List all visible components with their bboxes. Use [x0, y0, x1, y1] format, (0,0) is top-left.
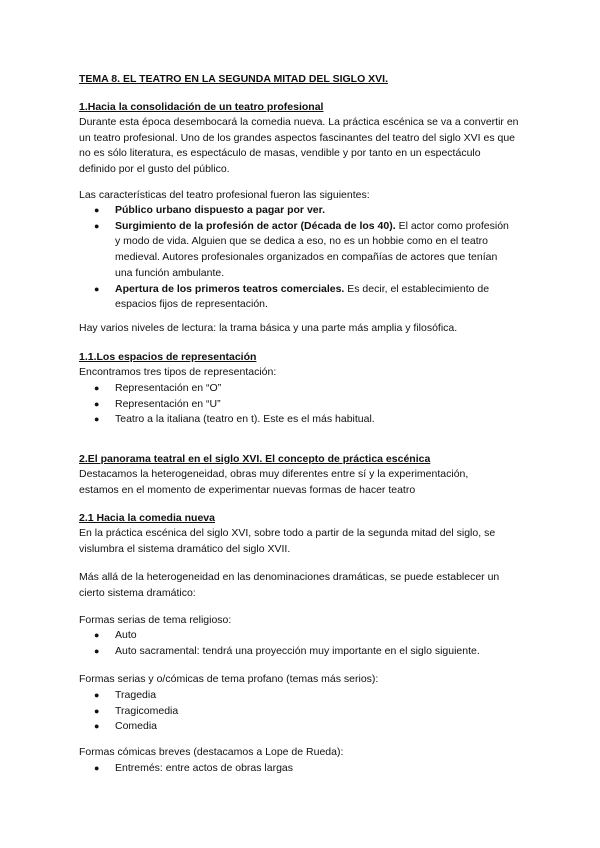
list-item: ● Auto sacramental: tendrá una proyección muy importante en el siglo siguiente. [115, 644, 515, 660]
list-item: ● Representación en “O” [115, 381, 515, 397]
bullet-icon: ● [94, 763, 100, 773]
bullet-icon: ● [94, 705, 100, 716]
section-1-1-intro: Encontramos tres tipos de representación: [79, 366, 277, 378]
bullet-icon: ● [94, 630, 100, 640]
comic-forms-intro: Formas cómicas breves (destacamos a Lope de Rueda): [79, 746, 344, 758]
section-1-1-list [94, 381, 515, 428]
bullet-icon: ● [94, 383, 100, 393]
bullet-icon: ● [94, 205, 100, 215]
document-title: TEMA 8. EL TEATRO EN LA SEGUNDA MITAD DEL SIGLO XVI. [79, 73, 388, 85]
section-2-paragraph: Destacamos la heterogeneidad, obras muy diferentes entre sí y la experimentación, estamos en el momento de experimentar nuevas formas de hacer teatro [79, 468, 469, 496]
profane-forms-intro: Formas serias y o/cómicas de tema profano (temas más serios): [79, 673, 379, 685]
section-1-intro: Las características del teatro profesional fueron las siguientes: [79, 189, 370, 201]
list-item: ● Representación en “U” [115, 397, 515, 413]
list-item: ● Tragedia [115, 688, 515, 704]
section-2-1-paragraph-1: En la práctica escénica del siglo XVI, sobre todo a partir de la segunda mitad del siglo, se vislumbra el sistema dramático del siglo XVII. [79, 527, 496, 555]
list-item: ● Entremés: entre actos de obras largas [115, 761, 515, 777]
list-item: ● Apertura de los primeros teatros comerciales. Es decir, el establecimiento de espacios fijos de representación. [94, 282, 490, 311]
section-2-heading: 2.El panorama teatral en el siglo XVI. El concepto de práctica escénica [79, 453, 431, 465]
list-item: ● Surgimiento de la profesión de actor (Década de los 40). El actor como profesión y modo de vida. Alguien que se dedica a eso, no es un hobbie como en el teatro medieval. Autores profesionales organizados en compañías de actores que tenían una función ambulante. [94, 219, 509, 279]
list-item: ● Teatro a la italiana (teatro en t). Este es el más habitual. [115, 412, 515, 428]
list-item: ● Público urbano dispuesto a pagar por ver. [115, 203, 515, 219]
section-1-heading: 1.Hacia la consolidación de un teatro profesional [79, 101, 324, 113]
religious-forms-intro: Formas serias de tema religioso: [79, 614, 232, 626]
section-1-paragraph: Durante esta época desembocará la comedia nueva. La práctica escénica se va a convertir en un teatro profesional. Uno de los grandes aspectos fascinantes del teatro del siglo XVI es que no es sólo literatura, es espectáculo de masas, vendible y por tanto en un espectáculo definido por el gusto del público. [79, 116, 519, 176]
list-item: ● Auto [115, 628, 515, 644]
section-2-1-paragraph-2: Más allá de la heterogeneidad en las denominaciones dramáticas, se puede establecer un cierto sistema dramático: [79, 571, 500, 599]
list-item: ● Tragicomedia [115, 704, 515, 720]
comic-forms-list [94, 761, 515, 777]
list-item: ● Comedia [115, 719, 515, 735]
bullet-icon: ● [94, 645, 100, 656]
section-1-1-heading: 1.1.Los espacios de representación [79, 351, 257, 363]
profane-forms-list [94, 688, 515, 735]
bullet-icon: ● [94, 721, 100, 732]
religious-forms-list [94, 628, 515, 659]
section-1-list [94, 203, 515, 313]
bullet-icon: ● [94, 283, 100, 294]
bullet-icon: ● [94, 398, 100, 409]
section-1-reading: Hay varios niveles de lectura: la trama básica y una parte más amplia y filosófica. [79, 322, 458, 334]
bullet-icon: ● [94, 220, 100, 231]
bullet-icon: ● [94, 414, 100, 425]
bullet-icon: ● [94, 690, 100, 700]
section-2-1-heading: 2.1 Hacia la comedia nueva [79, 512, 215, 524]
